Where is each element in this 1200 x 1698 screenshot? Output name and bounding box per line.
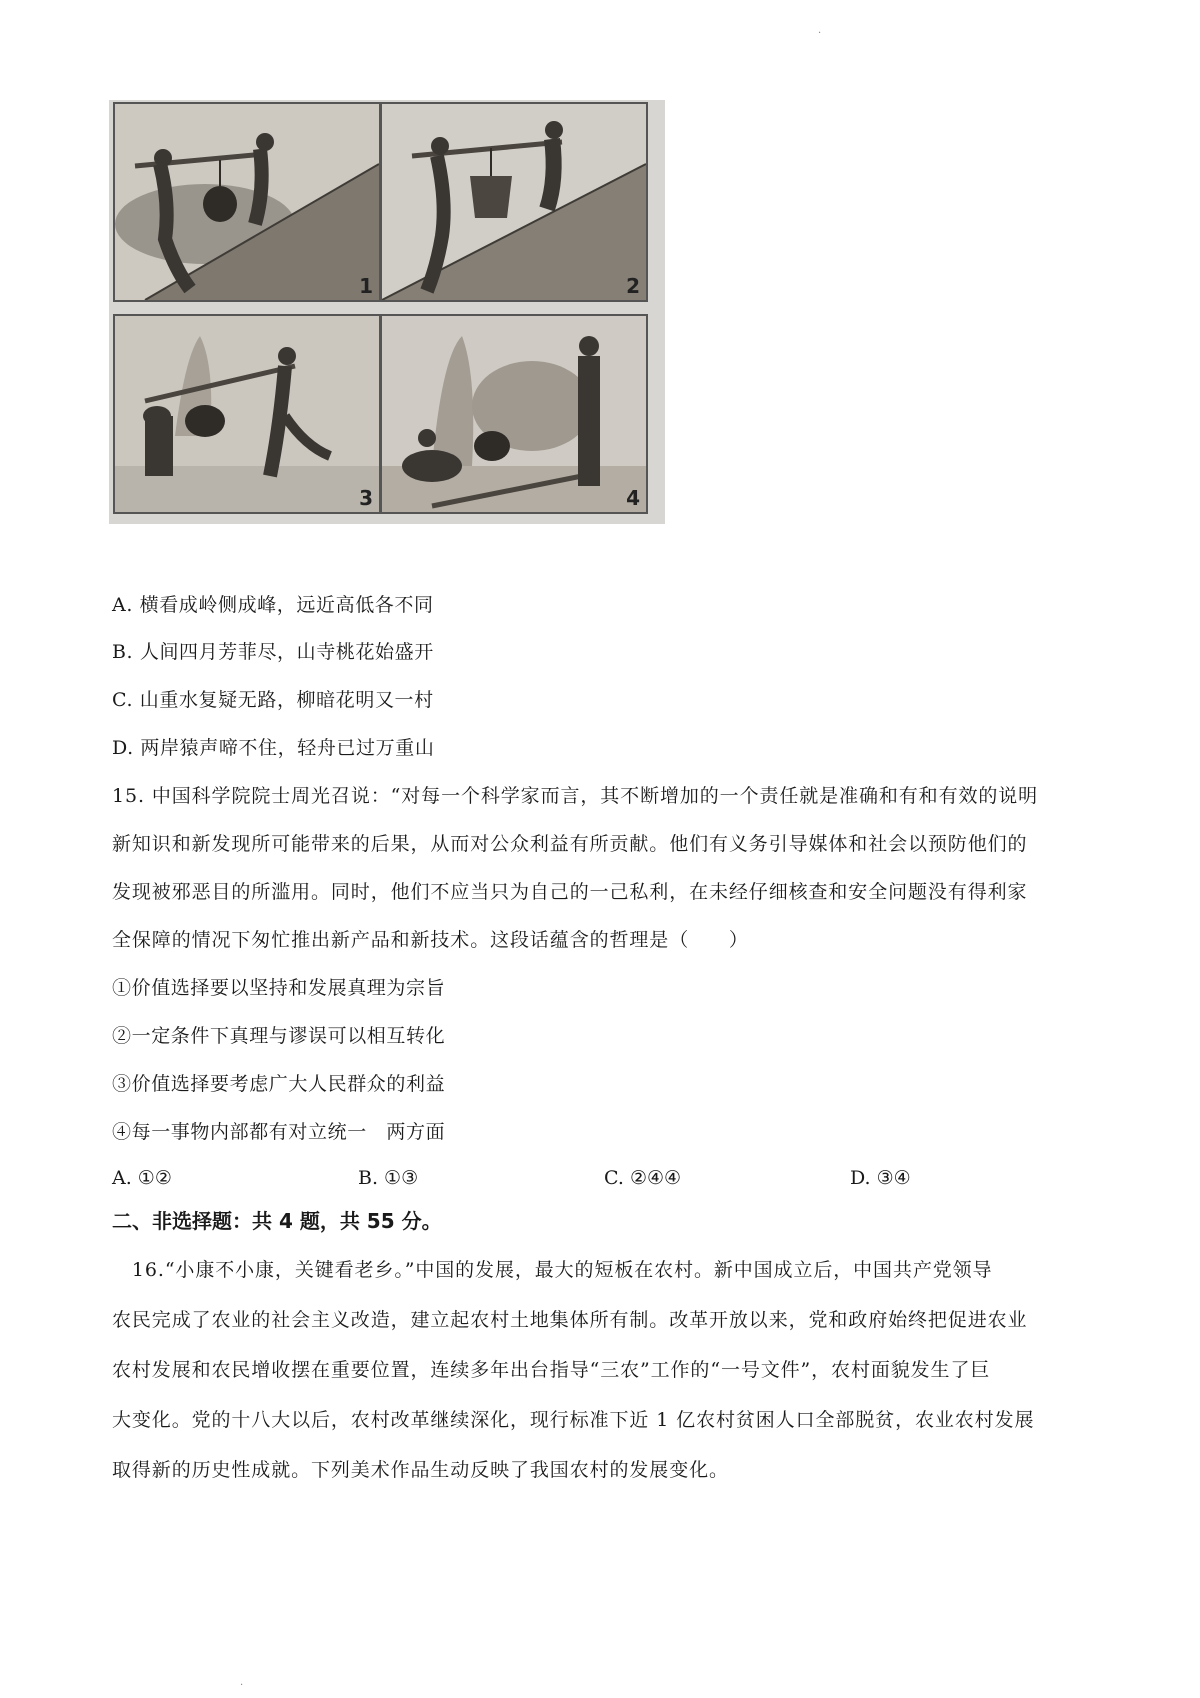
q14-option-c: C. 山重水复疑无路，柳暗花明又一村 <box>112 689 434 711</box>
comic-panel-4 <box>380 314 648 514</box>
q16-line: 农民完成了农业的社会主义改造，建立起农村土地集体所有制。改革开放以来，党和政府始终把促进农业 <box>112 1309 1028 1331</box>
q15-choice-a: A. ①② <box>112 1167 172 1189</box>
panel-number: 2 <box>626 274 640 298</box>
q15-stem-line: 新知识和新发现所可能带来的后果，从而对公众利益有所贡献。他们有义务引导媒体和社会以预防他们的 <box>112 833 1028 855</box>
comic-panel-1 <box>113 102 381 302</box>
q15-stem-line: 15. 中国科学院院士周光召说：“对每一个科学家而言，其不断增加的一个责任就是准确和有和有效的说明 <box>112 785 1039 807</box>
q15-choice-d: D. ③④ <box>850 1167 911 1189</box>
q15-choice-b: B. ①③ <box>358 1167 419 1189</box>
q15-stem-line: 发现被邪恶目的所滥用。同时，他们不应当只为自己的一己私利，在未经仔细核查和安全问题没有得利家 <box>112 881 1028 903</box>
q15-statement-3: ③价值选择要考虑广大人民群众的利益 <box>112 1073 446 1095</box>
panel-number: 3 <box>359 486 373 510</box>
q15-statement-2: ②一定条件下真理与谬误可以相互转化 <box>112 1025 446 1047</box>
q16-line: 农村发展和农民增收摆在重要位置，连续多年出台指导“三农”工作的“一号文件”，农村面貌发生了巨 <box>112 1359 991 1381</box>
q15-statement-4: ④每一事物内部都有对立统一 两方面 <box>112 1121 446 1143</box>
q16-line: 取得新的历史性成就。下列美术作品生动反映了我国农村的发展变化。 <box>112 1459 729 1481</box>
scan-speck: · <box>818 28 822 39</box>
scan-speck: · <box>240 1680 244 1691</box>
panel-number: 1 <box>359 274 373 298</box>
q15-choice-c: C. ②④④ <box>604 1167 682 1189</box>
q16-line: 大变化。党的十八大以后，农村改革继续深化，现行标准下近 1 亿农村贫困人口全部脱贫，农业农村发展 <box>112 1409 1035 1431</box>
panel-number: 4 <box>626 486 640 510</box>
q16-line: 16.“小康不小康，关键看老乡。”中国的发展，最大的短板在农村。新中国成立后，中国共产党领导 <box>112 1259 993 1281</box>
comic-panel-3 <box>113 314 381 514</box>
q14-option-a: A. 横看成岭侧成峰，远近高低各不同 <box>112 594 434 616</box>
q15-statement-1: ①价值选择要以坚持和发展真理为宗旨 <box>112 977 446 999</box>
q14-option-d: D. 两岸猿声啼不住，轻舟已过万重山 <box>112 737 435 759</box>
q15-stem-line: 全保障的情况下匆忙推出新产品和新技术。这段话蕴含的哲理是（ ） <box>112 929 749 951</box>
q14-option-b: B. 人间四月芳菲尽，山寺桃花始盛开 <box>112 641 434 663</box>
comic-strip-figure <box>109 100 665 524</box>
q15-choices <box>112 1164 1012 1194</box>
section-title: 二、非选择题：共 4 题，共 55 分。 <box>112 1209 442 1233</box>
comic-panel-2 <box>380 102 648 302</box>
